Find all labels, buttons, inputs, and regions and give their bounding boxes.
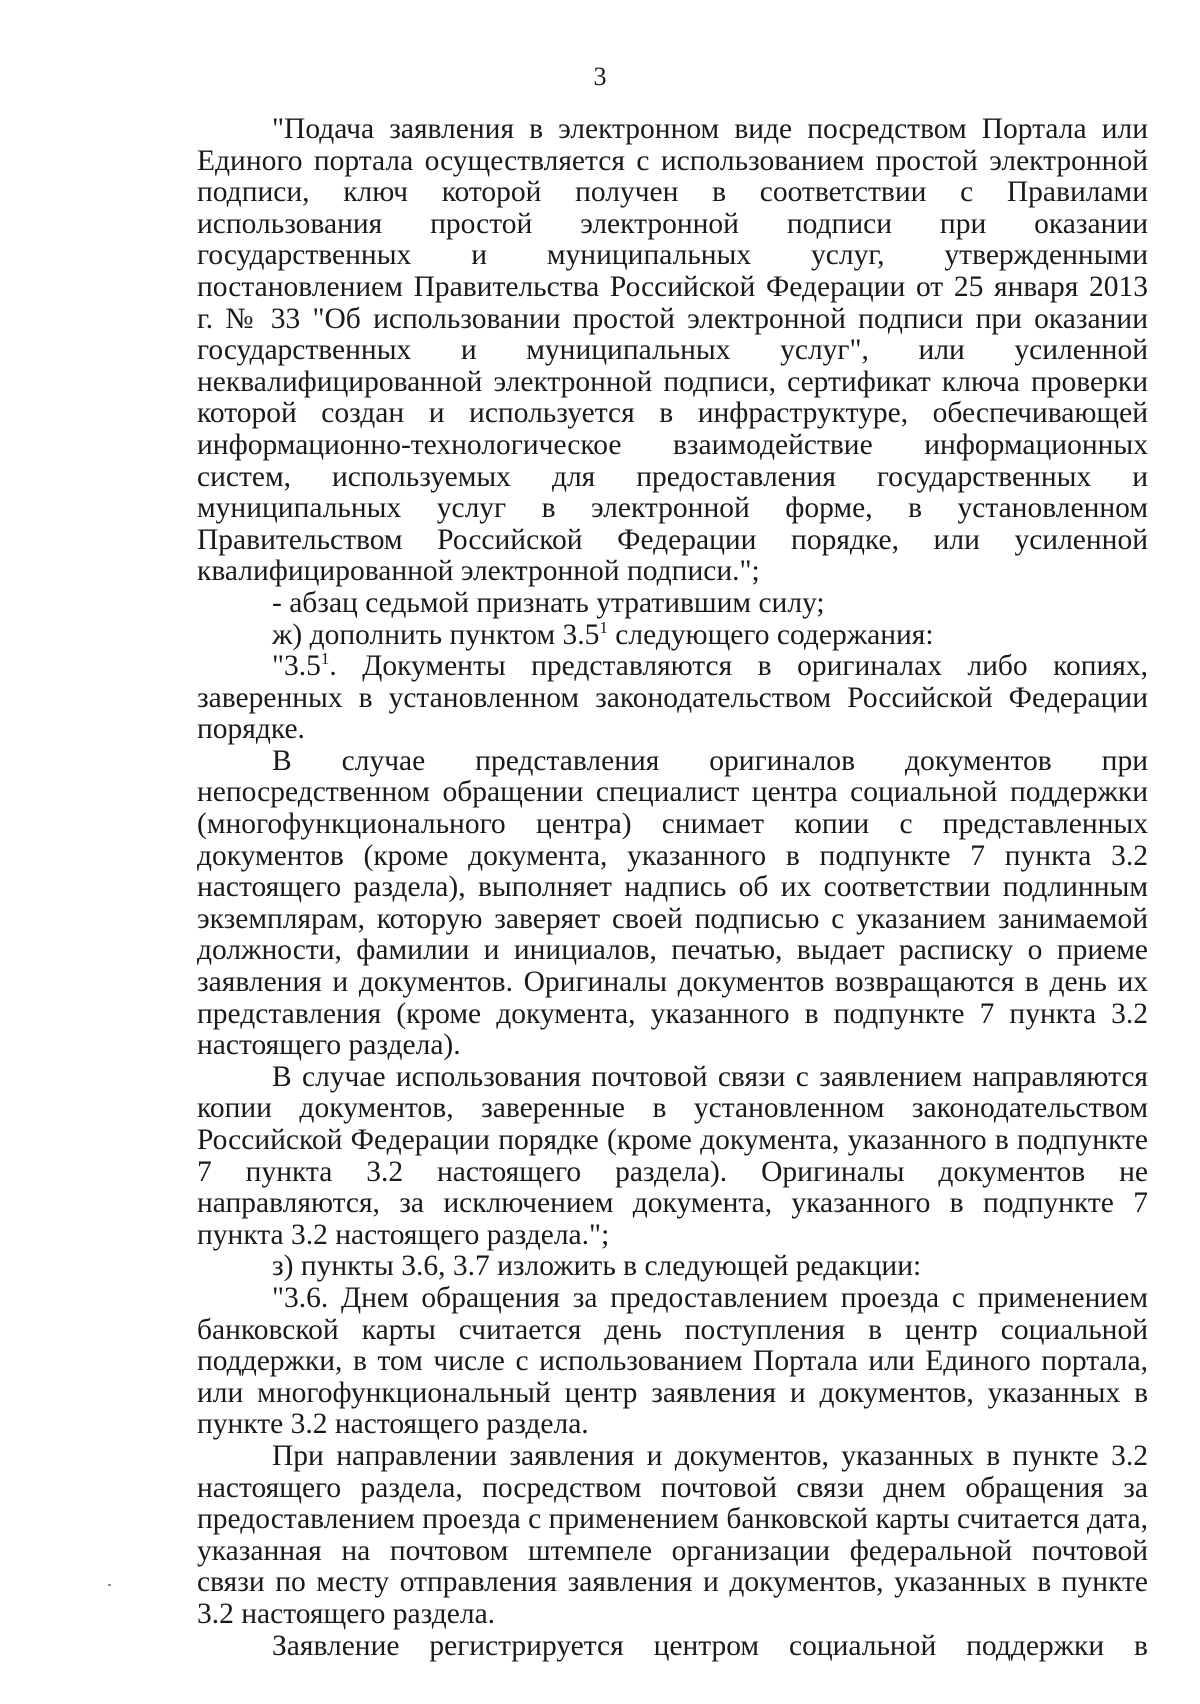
text-segment: "3.5 xyxy=(272,650,321,683)
paragraph-postal-date: При направлении заявления и документов, указанных в пункте 3.2 настоящего раздела, посредством почтовой связи днем обращения за предоставлением проезда с применением банковской карты считается дата, указанная на почтовом штемпеле организации федеральной почтовой связи по месту отправления заявления и документов, указанных в пункте 3.2 настоящего раздела. xyxy=(197,1439,1148,1630)
superscript: 1 xyxy=(599,617,608,637)
document-body xyxy=(197,114,1148,1662)
paragraph-originals-direct-request: В случае представления оригиналов документов при непосредственном обращении специалист центра социальной поддержки (многофункционального центра) снимает копии с представленных документов (кроме документа, указанного в подпункте 7 пункта 3.2 настоящего раздела), выполняет надпись об их соответствии подлинным экземплярам, которую заверяет своей подписью с указанием занимаемой должности, фамилии и инициалов, печатью, выдает расписку о приеме заявления и документов. Оригиналы документов возвращаются в день их представления (кроме документа, указанного в подпункте 7 пункта 3.2 настоящего раздела). xyxy=(197,744,1148,1062)
text-segment: ж) дополнить пунктом 3.5 xyxy=(272,618,600,651)
paragraph-item-3-6: "3.6. Днем обращения за предоставлением проезда с применением банковской карты считается день поступления в центр социальной поддержки, в том числе с использованием Портала или Единого портала, или многофункциональный центр заявления и документов, указанных в пункте 3.2 настоящего раздела. xyxy=(197,1281,1148,1441)
scan-speck xyxy=(108,1584,111,1586)
paragraph-electronic-submission: "Подача заявления в электронном виде посредством Портала или Единого портала осуществляется с использованием простой электронной подписи, ключ которой получен в соответствии с Правилами использования простой электронной подписи при оказании государственных и муниципальных услуг, утвержденными постановлением Правительства Российской Федерации от 25 января 2013 г. № 33 "Об использовании простой электронной подписи при оказании государственных и муниципальных услуг", или усиленной неквалифицированной электронной подписи, сертификат ключа проверки которой создан и используется в инфраструктуре, обеспечивающей информационно-технологическое взаимодействие информационных систем, используемых для предоставления государственных и муниципальных услуг в электронной форме, в установленном Правительством Российской Федерации порядке, или усиленной квалифицированной электронной подписи."; xyxy=(197,113,1148,588)
page-number: 3 xyxy=(593,62,607,91)
paragraph-items-3-6-3-7: з) пункты 3.6, 3.7 изложить в следующей редакции: xyxy=(272,1250,922,1283)
paragraph-postal-copies: В случае использования почтовой связи с заявлением направляются копии документов, заверенные в установленном законодательством Российской Федерации порядке (кроме документа, указанного в подпункте 7 пункта 3.2 настоящего раздела). Оригиналы документов не направляются, за исключением документа, указанного в подпункте 7 пункта 3.2 настоящего раздела."; xyxy=(197,1060,1148,1251)
paragraph-registration: Заявление регистрируется центром социальной поддержки в xyxy=(272,1629,1148,1662)
text-segment: . Документы представляются в оригиналах либо копиях, заверенных в установленном законодательством Российской Федерации порядке. xyxy=(197,650,1148,746)
paragraph-abzac-seventh: - абзац седьмой признать утратившим силу; xyxy=(272,586,825,619)
paragraph-item-3-5-1 xyxy=(197,651,1148,746)
text-segment: следующего содержания: xyxy=(607,618,934,651)
superscript: 1 xyxy=(320,649,330,669)
paragraph-add-item-3-5-1 xyxy=(197,617,1148,652)
